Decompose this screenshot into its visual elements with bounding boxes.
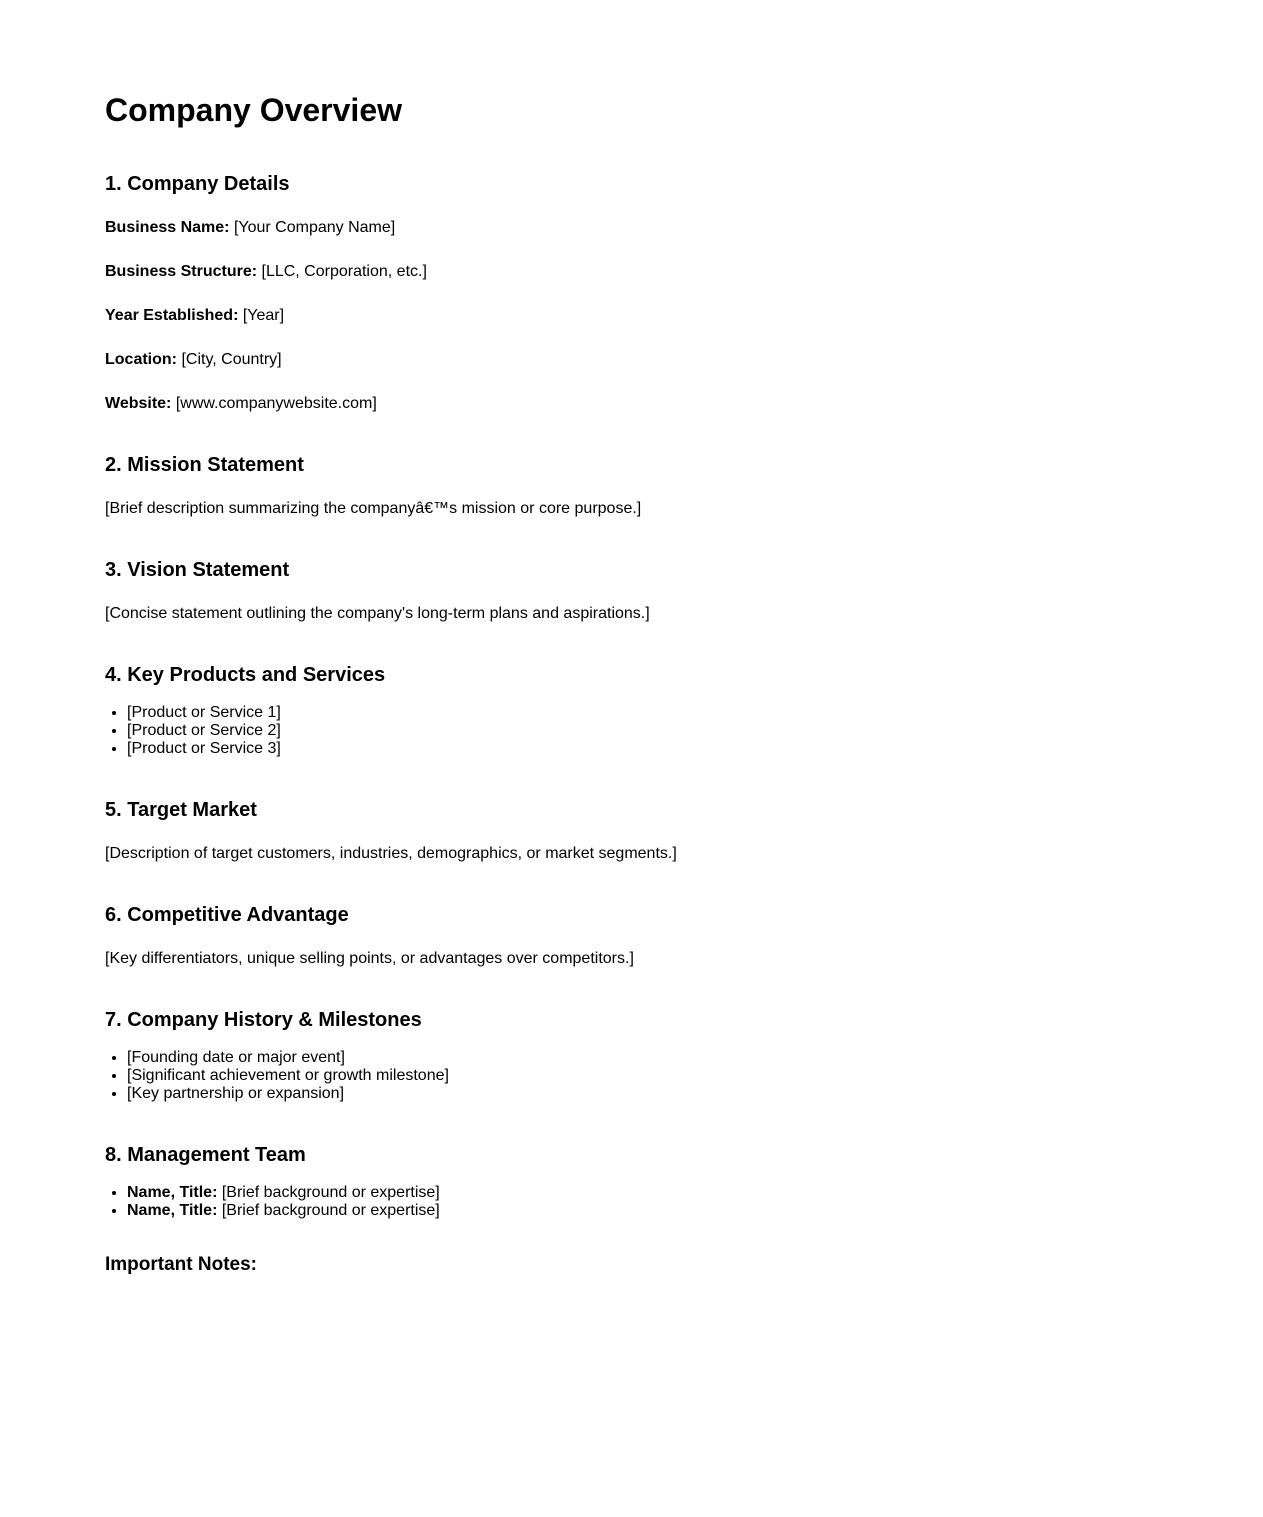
field-label: Business Structure: [105,263,258,280]
company-details-fields [105,219,1155,413]
management-team-section [105,1143,1155,1220]
list-item: • [Product or Service 1] [127,704,1155,722]
section-heading-target-market: 5. Target Market [105,799,257,821]
field-value: [City, Country] [177,351,282,368]
section-heading-important-notes: Important Notes: [105,1254,257,1275]
page-title: Company Overview [105,92,402,128]
member-description: [Brief background or expertise] [217,1202,440,1219]
field-business-name [105,219,1155,237]
field-location [105,351,1155,369]
section-heading-management-team: 8. Management Team [105,1144,306,1166]
field-label: Business Name: [105,219,230,236]
list-item: • [Founding date or major event] [127,1049,1155,1067]
team-member [127,1184,1155,1202]
list-item: • [Significant achievement or growth milestone] [127,1067,1155,1085]
management-team-list [105,1184,1155,1220]
section-heading-company-details: 1. Company Details [105,173,290,195]
important-notes-section [105,1254,1155,1276]
section-heading-mission: 2. Mission Statement [105,454,304,476]
team-member [127,1202,1155,1220]
vision-text: [Concise statement outlining the company's long-term plans and aspirations.] [105,605,650,622]
field-value: [Year] [238,307,285,324]
field-label: Year Established: [105,307,239,324]
field-value: [LLC, Corporation, etc.] [257,263,427,280]
history-section [105,1008,1155,1103]
section-heading-history: 7. Company History & Milestones [105,1009,422,1031]
field-value: [Your Company Name] [229,219,396,236]
competitive-advantage-section [105,903,1155,968]
field-value: [www.companywebsite.com] [171,395,377,412]
vision-section [105,558,1155,623]
field-business-structure [105,263,1155,281]
section-heading-competitive-advantage: 6. Competitive Advantage [105,904,349,926]
member-label: Name, Title: [127,1184,218,1201]
mission-text: [Brief description summarizing the companyâ€™s mission or core purpose.] [105,500,642,517]
competitive-advantage-text: [Key differentiators, unique selling points, or advantages over competitors.] [105,950,634,967]
section-heading-products: 4. Key Products and Services [105,664,386,686]
target-market-text: [Description of target customers, industries, demographics, or market segments.] [105,845,677,862]
member-description: [Brief background or expertise] [217,1184,440,1201]
list-item: • [Key partnership or expansion] [127,1085,1155,1103]
member-label: Name, Title: [127,1202,218,1219]
target-market-section [105,798,1155,863]
field-website [105,395,1155,413]
products-list [105,704,1155,758]
field-year-established [105,307,1155,325]
field-label: Location: [105,351,177,368]
list-item: • [Product or Service 2] [127,722,1155,740]
field-label: Website: [105,395,172,412]
history-list [105,1049,1155,1103]
products-section [105,663,1155,758]
section-heading-vision: 3. Vision Statement [105,559,290,581]
mission-section [105,453,1155,518]
company-details-section [105,172,1155,413]
list-item: • [Product or Service 3] [127,740,1155,758]
